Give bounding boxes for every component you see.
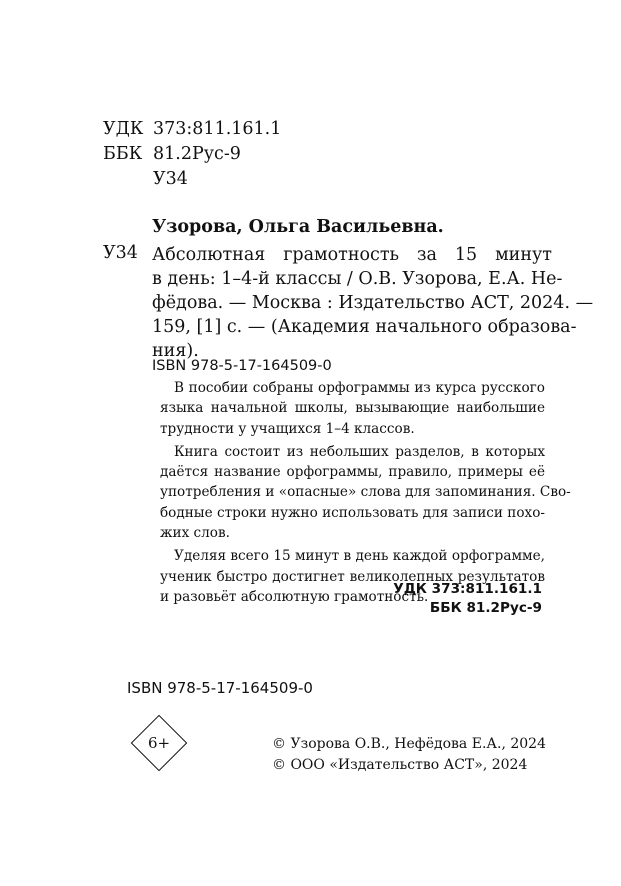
annotation-paragraph bbox=[160, 378, 545, 439]
annotation-line: и разовьёт абсолютную грамотность. bbox=[160, 588, 429, 605]
annotation bbox=[160, 378, 571, 610]
annotation-line: В пособии собраны орфограммы из курса русского bbox=[174, 380, 545, 396]
footer-bbk: ББК 81.2Рус-9 bbox=[429, 600, 542, 616]
udk-label: УДК bbox=[103, 119, 144, 139]
age-rating-badge bbox=[130, 714, 188, 772]
annotation-line: языка начальной школы, вызывающие наибольшие bbox=[160, 400, 545, 417]
annotation-line: жих слов. bbox=[160, 525, 230, 542]
bbk-label: ББК bbox=[103, 144, 143, 164]
annotation-paragraph bbox=[160, 442, 571, 543]
annotation-line: ученик быстро достигнет великолепных результатов bbox=[160, 568, 545, 585]
isbn-record: ISBN 978-5-17-164509-0 bbox=[152, 358, 332, 374]
author-name: Узорова, Ольга Васильевна. bbox=[152, 217, 444, 237]
title-line: ния). bbox=[152, 341, 199, 361]
author-sign-top: У34 bbox=[153, 169, 188, 189]
author-sign-left: У34 bbox=[103, 243, 138, 263]
annotation-line: даётся название орфограммы, правило, примеры её bbox=[160, 464, 545, 481]
title-description bbox=[152, 243, 594, 363]
udk-line bbox=[103, 117, 281, 142]
copyright-block bbox=[272, 734, 546, 776]
title-line: 159, [1] с. — (Академия начального образова- bbox=[152, 317, 577, 337]
age-rating-label: 6+ bbox=[147, 734, 171, 752]
annotation-line: Книга состоит из небольших разделов, в которых bbox=[174, 443, 545, 460]
title-line: Абсолютная грамотность за 15 минут bbox=[152, 245, 552, 265]
footer-codes bbox=[393, 580, 542, 618]
isbn-bottom: ISBN 978-5-17-164509-0 bbox=[127, 679, 313, 697]
annotation-line: употребления и «опасные» слова для запоминания. Сво- bbox=[160, 484, 571, 501]
bbk-value: 81.2Рус-9 bbox=[153, 144, 241, 164]
copyright-line: © ООО «Издательство АСТ», 2024 bbox=[272, 757, 528, 773]
bbk-line bbox=[103, 142, 241, 167]
footer-udk: УДК 373:811.161.1 bbox=[393, 581, 542, 597]
copyright-line: © Узорова О.В., Нефёдова Е.А., 2024 bbox=[272, 736, 546, 752]
title-line: в день: 1–4-й классы / О.В. Узорова, Е.А. Не- bbox=[152, 269, 563, 289]
annotation-line: трудности у учащихся 1–4 классов. bbox=[160, 420, 415, 437]
annotation-line: бодные строки нужно использовать для записи похо- bbox=[160, 504, 545, 521]
title-line: фёдова. — Москва : Издательство АСТ, 2024. — bbox=[152, 293, 594, 313]
annotation-line: Уделяя всего 15 минут в день каждой орфограмме, bbox=[174, 548, 545, 565]
udk-value: 373:811.161.1 bbox=[153, 119, 282, 139]
